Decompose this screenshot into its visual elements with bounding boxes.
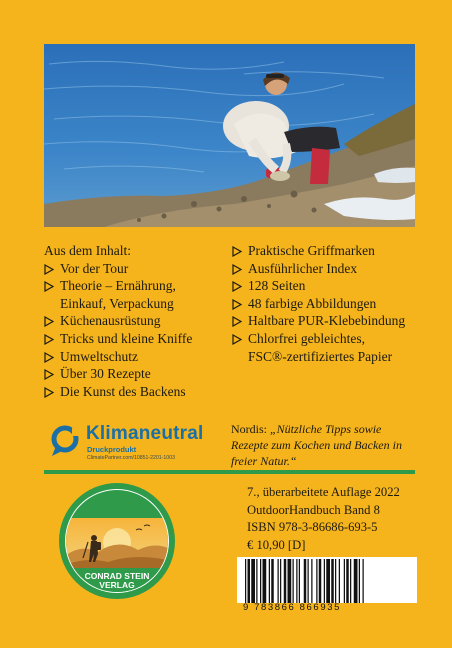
list-item: Chlorfrei gebleichtes, [232,330,432,348]
triangle-bullet-icon [44,365,60,383]
list-item: Vor der Tour [44,260,224,278]
list-item: Tricks und kleine Kniffe [44,330,224,348]
klimaneutral-logo [50,422,220,464]
list-item: 128 Seiten [232,277,432,295]
triangle-bullet-icon [232,260,248,278]
list-item: Küchenausrüstung [44,312,224,330]
contents-right [232,242,432,365]
barcode [237,557,417,603]
outdoor-badge [58,482,176,605]
badge-top-text: OUTDOOR [82,503,152,518]
quote-text: „Nützliche Tipps sowie Rezepte zum Kochen und Backen in freier Natur.“ [231,422,402,468]
triangle-bullet-icon [232,312,248,330]
triangle-bullet-icon [232,295,248,313]
price: € 10,90 [D] [247,537,306,552]
climate-partner-icon [50,424,82,458]
review-quote [231,421,411,469]
series: OutdoorHandbuch Band 8 [247,502,380,517]
edition: 7., überarbeitete Auflage 2022 [247,485,400,499]
triangle-bullet-icon [44,260,60,278]
triangle-bullet-icon [232,277,248,295]
badge-publisher-line1: CONRAD STEIN [84,571,150,581]
barcode-digits: 9 783866 866935 [243,602,341,613]
klima-link: ClimatePartner.com/10851-2201-1003 [87,455,175,461]
list-item: Umweltschutz [44,348,224,366]
triangle-bullet-icon [44,348,60,366]
triangle-bullet-icon [232,242,248,260]
list-item: Haltbare PUR-Klebebindung [232,312,432,330]
triangle-bullet-icon [44,277,60,295]
quote-source: Nordis: [231,422,267,436]
list-item: Ausführlicher Index [232,260,432,278]
triangle-bullet-icon [44,312,60,330]
green-divider [44,470,415,474]
list-item: Über 30 Rezepte [44,365,224,383]
list-item-continuation: Einkauf, Verpackung [60,295,174,311]
list-item: Theorie – Ernährung, [44,277,224,295]
list-item: 48 farbige Abbildungen [232,295,432,313]
list-item-continuation: FSC®-zertifiziertes Papier [248,348,393,364]
contents-heading: Aus dem Inhalt: [44,243,131,258]
badge-publisher-line2: VERLAG [99,580,135,590]
book-info [247,484,400,554]
triangle-bullet-icon [44,383,60,401]
triangle-bullet-icon [44,330,60,348]
klima-subtitle: Druckprodukt [87,445,137,454]
cover-photo [44,44,415,227]
triangle-bullet-icon [232,330,248,348]
klima-title: Klimaneutral [86,423,204,444]
list-item: Praktische Griffmarken [232,242,432,260]
list-item: Die Kunst des Backens [44,383,224,401]
contents-left [44,242,224,400]
isbn: ISBN 978-3-86686-693-5 [247,520,378,535]
